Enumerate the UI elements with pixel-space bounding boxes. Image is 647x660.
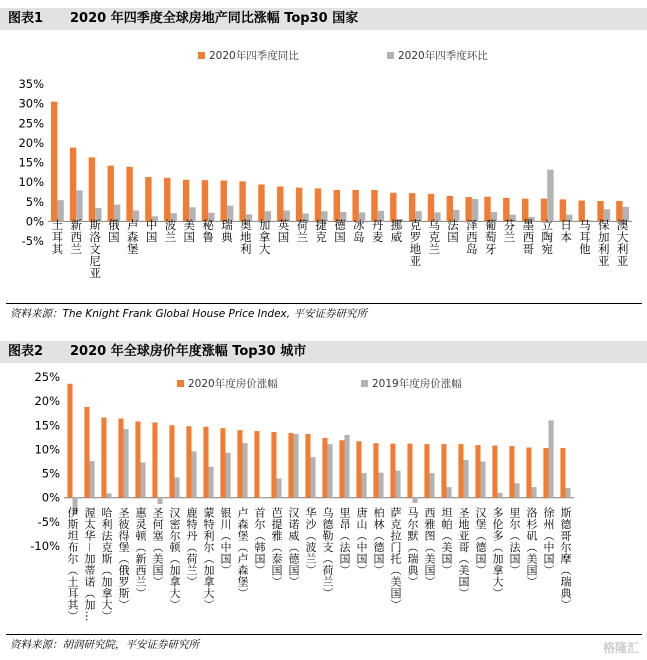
watermark: 格隆汇 <box>602 641 639 655</box>
category-label: 坦帕（美国） <box>440 507 453 576</box>
category-label: 汉诺威（德国） <box>287 507 300 588</box>
category-label: 萨克拉门托（美国） <box>389 507 402 611</box>
category-label: 泽西岛 <box>464 219 479 255</box>
bar-s2-10 <box>243 443 248 498</box>
bar-s1-8 <box>202 180 208 221</box>
bar-s2-7 <box>192 451 197 497</box>
category-label: 伊斯坦布尔（土耳其） <box>66 507 79 622</box>
category-label: 日本 <box>559 219 574 243</box>
bar-s1-12 <box>277 186 283 221</box>
bar-s1-24 <box>503 198 509 222</box>
category-label: 哈利法克斯（加拿大） <box>100 507 113 622</box>
chart2 <box>0 366 647 634</box>
category-label: 美国 <box>182 219 197 243</box>
bar-s1-13 <box>288 433 293 498</box>
category-label: 瑞典 <box>219 219 234 243</box>
y-tick-label: 0% <box>41 490 60 505</box>
category-label: 澳大利亚 <box>615 219 630 267</box>
category-label: 捷克 <box>314 219 329 243</box>
y-tick-label: 20% <box>18 135 44 150</box>
bar-s1-0 <box>67 384 72 498</box>
bar-s1-21 <box>424 444 429 498</box>
category-label: 挪威 <box>389 219 404 243</box>
bar-s1-5 <box>145 177 151 221</box>
bar-s1-16 <box>339 440 344 497</box>
category-label: 秘鲁 <box>201 219 216 243</box>
category-label: 惠灵顿（新西兰） <box>134 507 147 599</box>
legend-swatch-2 <box>361 380 368 387</box>
bar-s1-16 <box>352 190 358 221</box>
bar-s2-21 <box>430 473 435 498</box>
bar-s1-23 <box>458 444 463 498</box>
category-label: 银川（中国） <box>219 507 232 576</box>
bar-s2-2 <box>107 493 112 497</box>
bar-s1-0 <box>51 102 57 222</box>
category-label: 首尔（韩国） <box>253 507 266 576</box>
y-tick-label: 25% <box>18 116 44 131</box>
legend-label-1: 2020年度房价涨幅 <box>188 378 278 390</box>
bar-s1-7 <box>186 426 191 497</box>
bar-s2-24 <box>481 462 486 498</box>
category-label: 德国 <box>333 219 347 243</box>
bar-s1-7 <box>183 180 189 222</box>
y-tick-label: -5% <box>21 234 44 248</box>
category-label: 芬兰 <box>502 219 517 243</box>
bar-s2-5 <box>158 498 163 504</box>
chart1 <box>0 34 647 302</box>
category-label: 里尔（法国） <box>508 507 521 576</box>
category-label: 葡萄牙 <box>483 219 498 255</box>
bar-s1-25 <box>522 199 528 222</box>
bar-s2-8 <box>209 467 214 498</box>
category-label: 保加利亚 <box>596 219 611 267</box>
bar-s1-27 <box>526 447 531 497</box>
bar-s1-17 <box>356 441 361 497</box>
bar-s1-15 <box>334 190 340 221</box>
y-tick-label: -10% <box>30 539 60 553</box>
y-tick-label: -5% <box>37 514 60 529</box>
figure2-label: 图表2 <box>8 344 44 359</box>
bar-s2-11 <box>260 498 265 499</box>
bar-s1-28 <box>543 448 548 498</box>
category-label: 圣地亚哥（美国） <box>457 507 470 599</box>
figure1-title: 2020 年四季度全球房地产同比涨幅 Top30 国家 <box>70 11 359 26</box>
bar-s1-11 <box>254 431 259 498</box>
bar-s1-11 <box>258 184 264 221</box>
bar-s1-20 <box>407 444 412 498</box>
bar-s1-19 <box>409 193 415 221</box>
bar-s2-29 <box>566 488 571 498</box>
bar-s1-25 <box>492 446 497 498</box>
bar-s1-26 <box>541 199 547 222</box>
category-label: 立陶宛 <box>540 219 555 255</box>
category-label: 蒙特利尔（加拿大） <box>202 507 215 611</box>
bar-s1-8 <box>203 427 208 498</box>
category-label: 斯德哥尔摩（瑞典） <box>559 507 572 611</box>
category-label: 新西兰 <box>69 219 84 255</box>
category-label: 奥地利 <box>238 219 253 255</box>
category-label: 土耳其 <box>50 219 65 255</box>
category-label: 斯洛文尼亚 <box>88 219 103 279</box>
category-label: 马耳他 <box>577 219 592 255</box>
bar-s2-23 <box>464 460 469 498</box>
bar-s2-12 <box>277 478 282 497</box>
bar-s2-28 <box>549 420 554 497</box>
category-label: 冰岛 <box>351 219 366 243</box>
y-tick-label: 20% <box>34 394 60 409</box>
category-label: 西雅图（美国） <box>423 507 436 588</box>
category-label: 鹿特丹（荷兰） <box>185 507 198 588</box>
figure2-title-bar <box>0 341 647 363</box>
bar-s1-23 <box>484 197 490 222</box>
bar-s2-17 <box>362 473 367 498</box>
legend-swatch-2 <box>387 52 394 59</box>
legend-label-2: 2020年四季度环比 <box>398 50 488 62</box>
bar-s1-9 <box>221 181 227 222</box>
category-label: 乌德勒支（荷兰） <box>321 507 334 599</box>
bar-s1-13 <box>296 188 302 222</box>
legend-swatch-1 <box>198 52 205 59</box>
category-label: 荷兰 <box>295 219 310 243</box>
y-tick-label: 10% <box>34 442 60 457</box>
bar-s1-3 <box>108 166 114 222</box>
bar-s2-1 <box>76 190 82 221</box>
y-tick-label: 15% <box>34 418 60 433</box>
category-label: 克罗地亚 <box>408 219 423 267</box>
bar-s1-1 <box>84 407 89 498</box>
y-tick-label: 15% <box>18 155 44 170</box>
figure1-label: 图表1 <box>8 11 44 26</box>
bar-s1-26 <box>509 446 514 498</box>
category-label: 英国 <box>276 219 291 243</box>
bar-s1-10 <box>239 181 245 221</box>
bar-s1-4 <box>135 421 140 497</box>
category-label: 圣何塞（美国） <box>151 507 164 588</box>
bar-s1-14 <box>305 434 310 498</box>
bar-s2-16 <box>345 435 350 498</box>
figure2-title: 2020 年全球房价年度涨幅 Top30 城市 <box>70 344 307 359</box>
bar-s2-1 <box>90 461 95 498</box>
bar-s1-6 <box>164 178 170 222</box>
y-tick-label: 0% <box>25 214 44 229</box>
bar-s1-18 <box>373 443 378 498</box>
category-label: 乌克兰 <box>427 219 442 255</box>
bar-s2-4 <box>141 462 146 497</box>
category-label: 加拿大 <box>257 219 272 255</box>
bar-s1-21 <box>447 196 453 222</box>
category-label: 柏林（德国） <box>372 507 385 576</box>
category-label: 唐山（中国） <box>355 507 368 576</box>
bar-s2-15 <box>328 444 333 498</box>
category-label: 卢森堡 <box>125 219 140 255</box>
bar-s1-22 <box>465 197 471 221</box>
bar-s1-17 <box>371 190 377 221</box>
bar-s1-20 <box>428 194 434 221</box>
bar-s1-15 <box>322 438 327 498</box>
bar-s1-1 <box>70 148 76 222</box>
figure1-title-bar <box>0 8 647 30</box>
y-tick-label: 5% <box>25 194 44 209</box>
bar-s1-24 <box>475 445 480 498</box>
bar-s1-2 <box>89 157 95 221</box>
category-label: 波兰 <box>163 219 178 243</box>
figure2-source: 资料来源：胡润研究院，平安证券研究所 <box>10 639 199 651</box>
category-label: 丹麦 <box>370 219 385 243</box>
y-tick-label: 5% <box>41 466 60 481</box>
category-label: 芭提雅（泰国） <box>270 507 283 588</box>
y-tick-label: 35% <box>18 77 44 91</box>
bar-s2-26 <box>547 170 553 222</box>
category-label: 多伦多（加拿大） <box>491 507 504 599</box>
category-label: 法国 <box>446 219 461 243</box>
bar-s2-18 <box>379 473 384 498</box>
bar-s2-19 <box>396 471 401 498</box>
bar-s1-9 <box>220 428 225 498</box>
bar-s1-14 <box>315 188 321 221</box>
bar-s1-5 <box>152 422 157 497</box>
legend-label-2: 2019年度房价涨幅 <box>372 378 462 390</box>
category-label: 汉密尔顿（加拿大） <box>168 507 181 611</box>
bar-s2-25 <box>498 493 503 498</box>
category-label: 渥太华－加蒂诺（加… <box>83 507 96 622</box>
figure1-source: 资料来源：The Knight Frank Global House Price Index, 平安证券研究所 <box>10 308 367 320</box>
bar-s1-29 <box>560 448 565 498</box>
bar-s2-27 <box>532 487 537 498</box>
category-label: 华沙（波兰） <box>304 507 317 576</box>
y-tick-label: 10% <box>18 175 44 190</box>
y-tick-label: 25% <box>34 370 60 384</box>
bar-s1-12 <box>271 432 276 498</box>
bar-s1-3 <box>118 419 123 498</box>
legend-swatch-1 <box>177 380 184 387</box>
legend-label-1: 2020年四季度同比 <box>209 50 299 62</box>
bar-s2-26 <box>515 483 520 497</box>
bar-s1-22 <box>441 444 446 498</box>
bar-s2-13 <box>294 434 299 498</box>
category-label: 中国 <box>144 219 159 243</box>
bar-s1-19 <box>390 444 395 498</box>
category-label: 马尔默（瑞典） <box>406 507 419 588</box>
bar-s2-9 <box>226 453 231 498</box>
category-label: 俄国 <box>106 219 121 243</box>
bar-s2-6 <box>175 477 180 497</box>
bar-s2-14 <box>311 457 316 498</box>
bar-s1-4 <box>126 167 132 222</box>
figure2-source-divider <box>6 634 642 635</box>
category-label: 徐州（中国） <box>542 507 555 576</box>
bar-s2-3 <box>124 429 129 498</box>
bar-s2-20 <box>413 498 418 503</box>
category-label: 圣彼得堡（俄罗斯） <box>117 507 130 611</box>
bar-s1-10 <box>237 430 242 498</box>
bar-s1-18 <box>390 193 396 222</box>
category-label: 里昂（法国） <box>338 507 351 576</box>
bar-s1-2 <box>101 418 106 498</box>
figure1-source-divider <box>6 303 642 304</box>
category-label: 卢森堡（卢森堡） <box>236 507 249 599</box>
bar-s1-6 <box>169 425 174 497</box>
y-tick-label: 30% <box>18 96 44 111</box>
category-label: 洛杉矶（美国） <box>525 507 538 588</box>
category-label: 墨西哥 <box>521 219 536 255</box>
category-label: 汉堡（德国） <box>474 507 487 576</box>
bar-s2-22 <box>447 487 452 498</box>
